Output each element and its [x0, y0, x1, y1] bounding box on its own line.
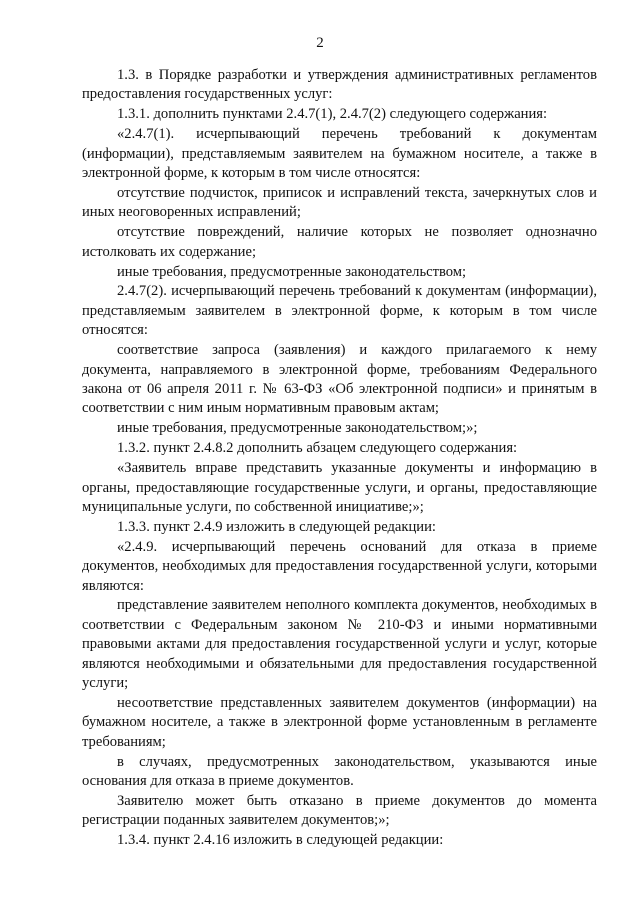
- paragraph-1-3-4: 1.3.4. пункт 2.4.16 изложить в следующей редакции:: [117, 832, 444, 849]
- paragraph-electronic-signature: соответствие запроса (заявления) и каждого прилагаемого к нему документа, направляемого в электронной форме, требованиям Федерального закона от 06 апреля 2011 г. № 63-ФЗ «Об электронной подписи» и принятым в соответствии с ним иным нормативным правовым актам;: [82, 342, 597, 417]
- paragraph-applicant-right: «Заявитель вправе представить указанные документы и информацию в органы, предоставляющие государственные услуги, и органы, предоставляющие муниципальные услуги, по собственной инициативе;»;: [82, 460, 597, 515]
- paragraph-incomplete-set: представление заявителем неполного комплекта документов, необходимых в соответствии с Федеральным законом № 210-ФЗ и иными нормативными правовыми актами для предоставления государственной услуги и услуг, которые являются необходимыми и обязательными для предоставления государственной услуги;: [82, 597, 597, 692]
- document-body: [82, 66, 597, 851]
- paragraph-other-requirements-2: иные требования, предусмотренные законодательством;»;: [117, 420, 478, 437]
- paragraph-other-requirements-1: иные требования, предусмотренные законодательством;: [117, 263, 467, 280]
- paragraph-nonconformity: несоответствие представленных заявителем документов (информации) на бумажном носителе, а также в электронной форме установленным в регламенте требованиям;: [82, 695, 597, 750]
- paragraph-no-damage: отсутствие повреждений, наличие которых не позволяет однозначно истолковать их содержание;: [82, 224, 597, 260]
- paragraph-1-3: 1.3. в Порядке разработки и утверждения административных регламентов предоставления государственных услуг:: [82, 67, 597, 103]
- page-number: 2: [316, 35, 324, 51]
- paragraph-other-grounds: в случаях, предусмотренных законодательством, указываются иные основания для отказа в приеме документов.: [82, 753, 597, 790]
- paragraph-1-3-3: 1.3.3. пункт 2.4.9 изложить в следующей редакции:: [117, 518, 436, 535]
- paragraph-2-4-7-2: 2.4.7(2). исчерпывающий перечень требований к документам (информации), представляемым заявителем в электронной форме, к которым в том числе относятся:: [82, 283, 597, 339]
- paragraph-1-3-2: 1.3.2. пункт 2.4.8.2 дополнить абзацем следующего содержания:: [117, 440, 518, 457]
- paragraph-1-3-1: 1.3.1. дополнить пунктами 2.4.7(1), 2.4.7(2) следующего содержания:: [117, 106, 548, 123]
- paragraph-2-4-9: «2.4.9. исчерпывающий перечень оснований для отказа в приеме документов, необходимых для предоставления государственной услуги, которыми являются:: [82, 538, 597, 594]
- paragraph-refusal-before-registration: Заявителю может быть отказано в приеме документов до момента регистрации поданных заявителем документов;»;: [82, 793, 597, 829]
- paragraph-no-erasures: отсутствие подчисток, приписок и исправлений текста, зачеркнутых слов и иных неоговоренных исправлений;: [82, 184, 597, 221]
- paragraph-2-4-7-1: «2.4.7(1). исчерпывающий перечень требований к документам (информации), представляемым заявителем на бумажном носителе, а также в электронной форме, к которым в том числе относятся:: [82, 126, 597, 182]
